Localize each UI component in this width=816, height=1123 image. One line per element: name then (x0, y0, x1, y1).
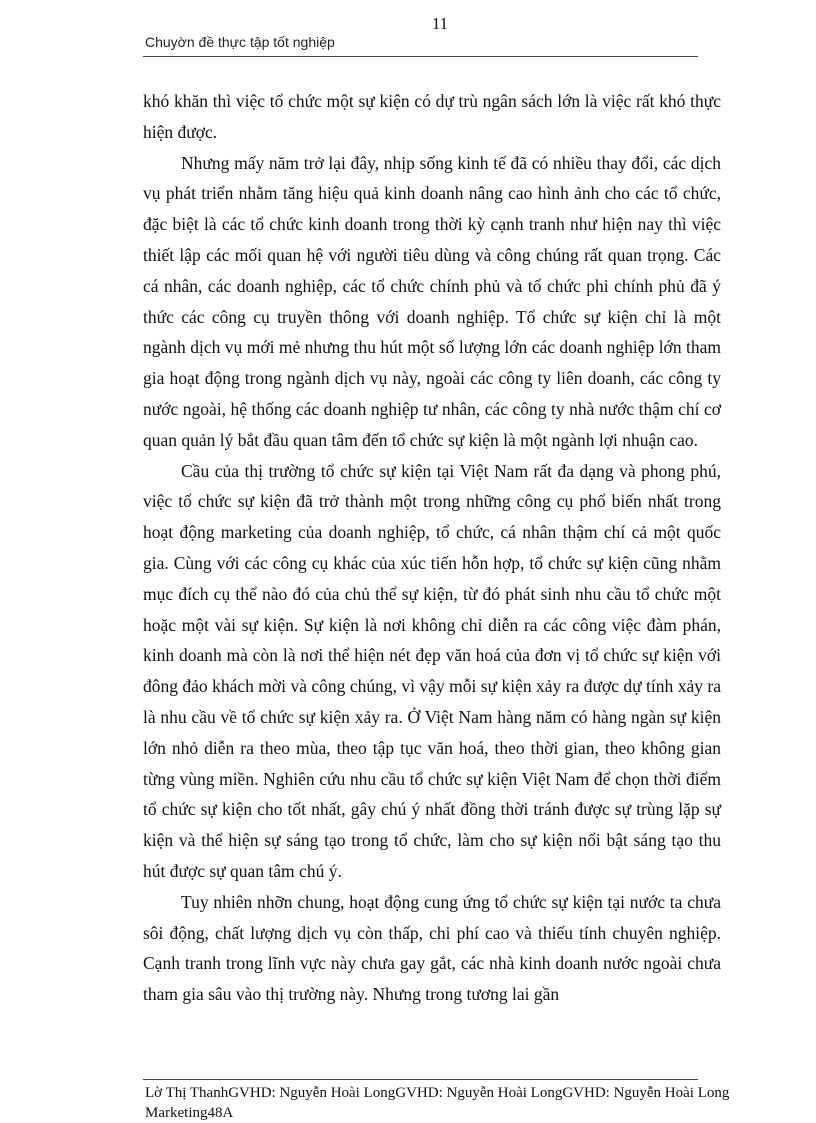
page-number: 11 (431, 14, 449, 33)
paragraph: Cầu của thị trường tổ chức sự kiện tại Việt Nam rất đa dạng và phong phú, việc tổ chức sự kiện đã trở thành một trong những công cụ phổ biến nhất trong hoạt động marketing của doanh nghiệp, tổ chức, cá nhân thậm chí cả một quốc gia. Cùng với các công cụ khác của xúc tiến hỗn hợp, tổ chức sự kiện cũng nhằm mục đích cụ thể nào đó của chủ thể sự kiện, từ đó phát sinh nhu cầu tổ chức một hoặc một vài sự kiện. Sự kiện là nơi không chỉ diễn ra các công việc đàm phán, kinh doanh mà còn là nơi thể hiện nét đẹp văn hoá của đơn vị tổ chức sự kiện với đông đảo khách mời và công chúng, vì vậy mỗi sự kiện xảy ra được dự tính xảy ra là nhu cầu về tổ chức sự kiện xảy ra. Ở Việt Nam hàng năm có hàng ngàn sự kiện lớn nhỏ diễn ra theo mùa, theo tập tục văn hoá, theo thời gian, theo không gian từng vùng miền. Nghiên cứu nhu cầu tổ chức sự kiện Việt Nam để chọn thời điểm tổ chức sự kiện cho tốt nhất, gây chú ý nhất đồng thời tránh được sự trùng lặp sự kiện và thể hiện sự sáng tạo trong tổ chức, làm cho sự kiện nổi bật sáng tạo thu hút được sự quan tâm chú ý. (143, 460, 721, 881)
page-footer (145, 1083, 810, 1123)
paragraph-continued: khó khăn thì việc tổ chức một sự kiện có dự trù ngân sách lớn là việc rất khó thực hiện được. (143, 91, 721, 142)
header-divider (143, 56, 698, 57)
footer-author-line: Lờ Thị ThanhGVHD: Nguyễn Hoài LongGVHD: Nguyễn Hoài LongGVHD: Nguyễn Hoài Long (145, 1085, 730, 1101)
footer-class-line: Marketing48A (145, 1105, 234, 1121)
running-header-title: Chuyờn đề thực tập tốt nghiệp (145, 34, 335, 50)
footer-divider (143, 1079, 698, 1080)
paragraph: Nhưng mấy năm trở lại đây, nhịp sống kinh tế đã có nhiều thay đổi, các dịch vụ phát triển nhằm tăng hiệu quả kinh doanh nâng cao hình ảnh cho các tổ chức, đặc biệt là các tổ chức kinh doanh trong thời kỳ cạnh tranh như hiện nay thì việc thiết lập các mối quan hệ với người tiêu dùng và công chúng rất quan trọng. Các cá nhân, các doanh nghiệp, các tổ chức chính phủ và tổ chức phi chính phủ đã ý thức các công cụ truyền thông với doanh nghiệp. Tổ chức sự kiện chỉ là một ngành dịch vụ mới mẻ nhưng thu hút một số lượng lớn các doanh nghiệp lớn tham gia hoạt động trong ngành dịch vụ này, ngoài các công ty liên doanh, các công ty nước ngoài, hệ thống các doanh nghiệp tư nhân, các công ty nhà nước thậm chí cơ quan quản lý bắt đầu quan tâm đến tổ chức sự kiện là một ngành lợi nhuận cao. (143, 152, 721, 450)
paragraph: Tuy nhiên nhỡn chung, hoạt động cung ứng tổ chức sự kiện tại nước ta chưa sôi động, chất lượng dịch vụ còn thấp, chi phí cao và thiếu tính chuyên nghiệp. Cạnh tranh trong lĩnh vực này chưa gay gắt, các nhà kinh doanh nước ngoài chưa tham gia sâu vào thị trường này. Nhưng trong tương lai gần (143, 891, 721, 1005)
document-body (143, 86, 721, 1010)
